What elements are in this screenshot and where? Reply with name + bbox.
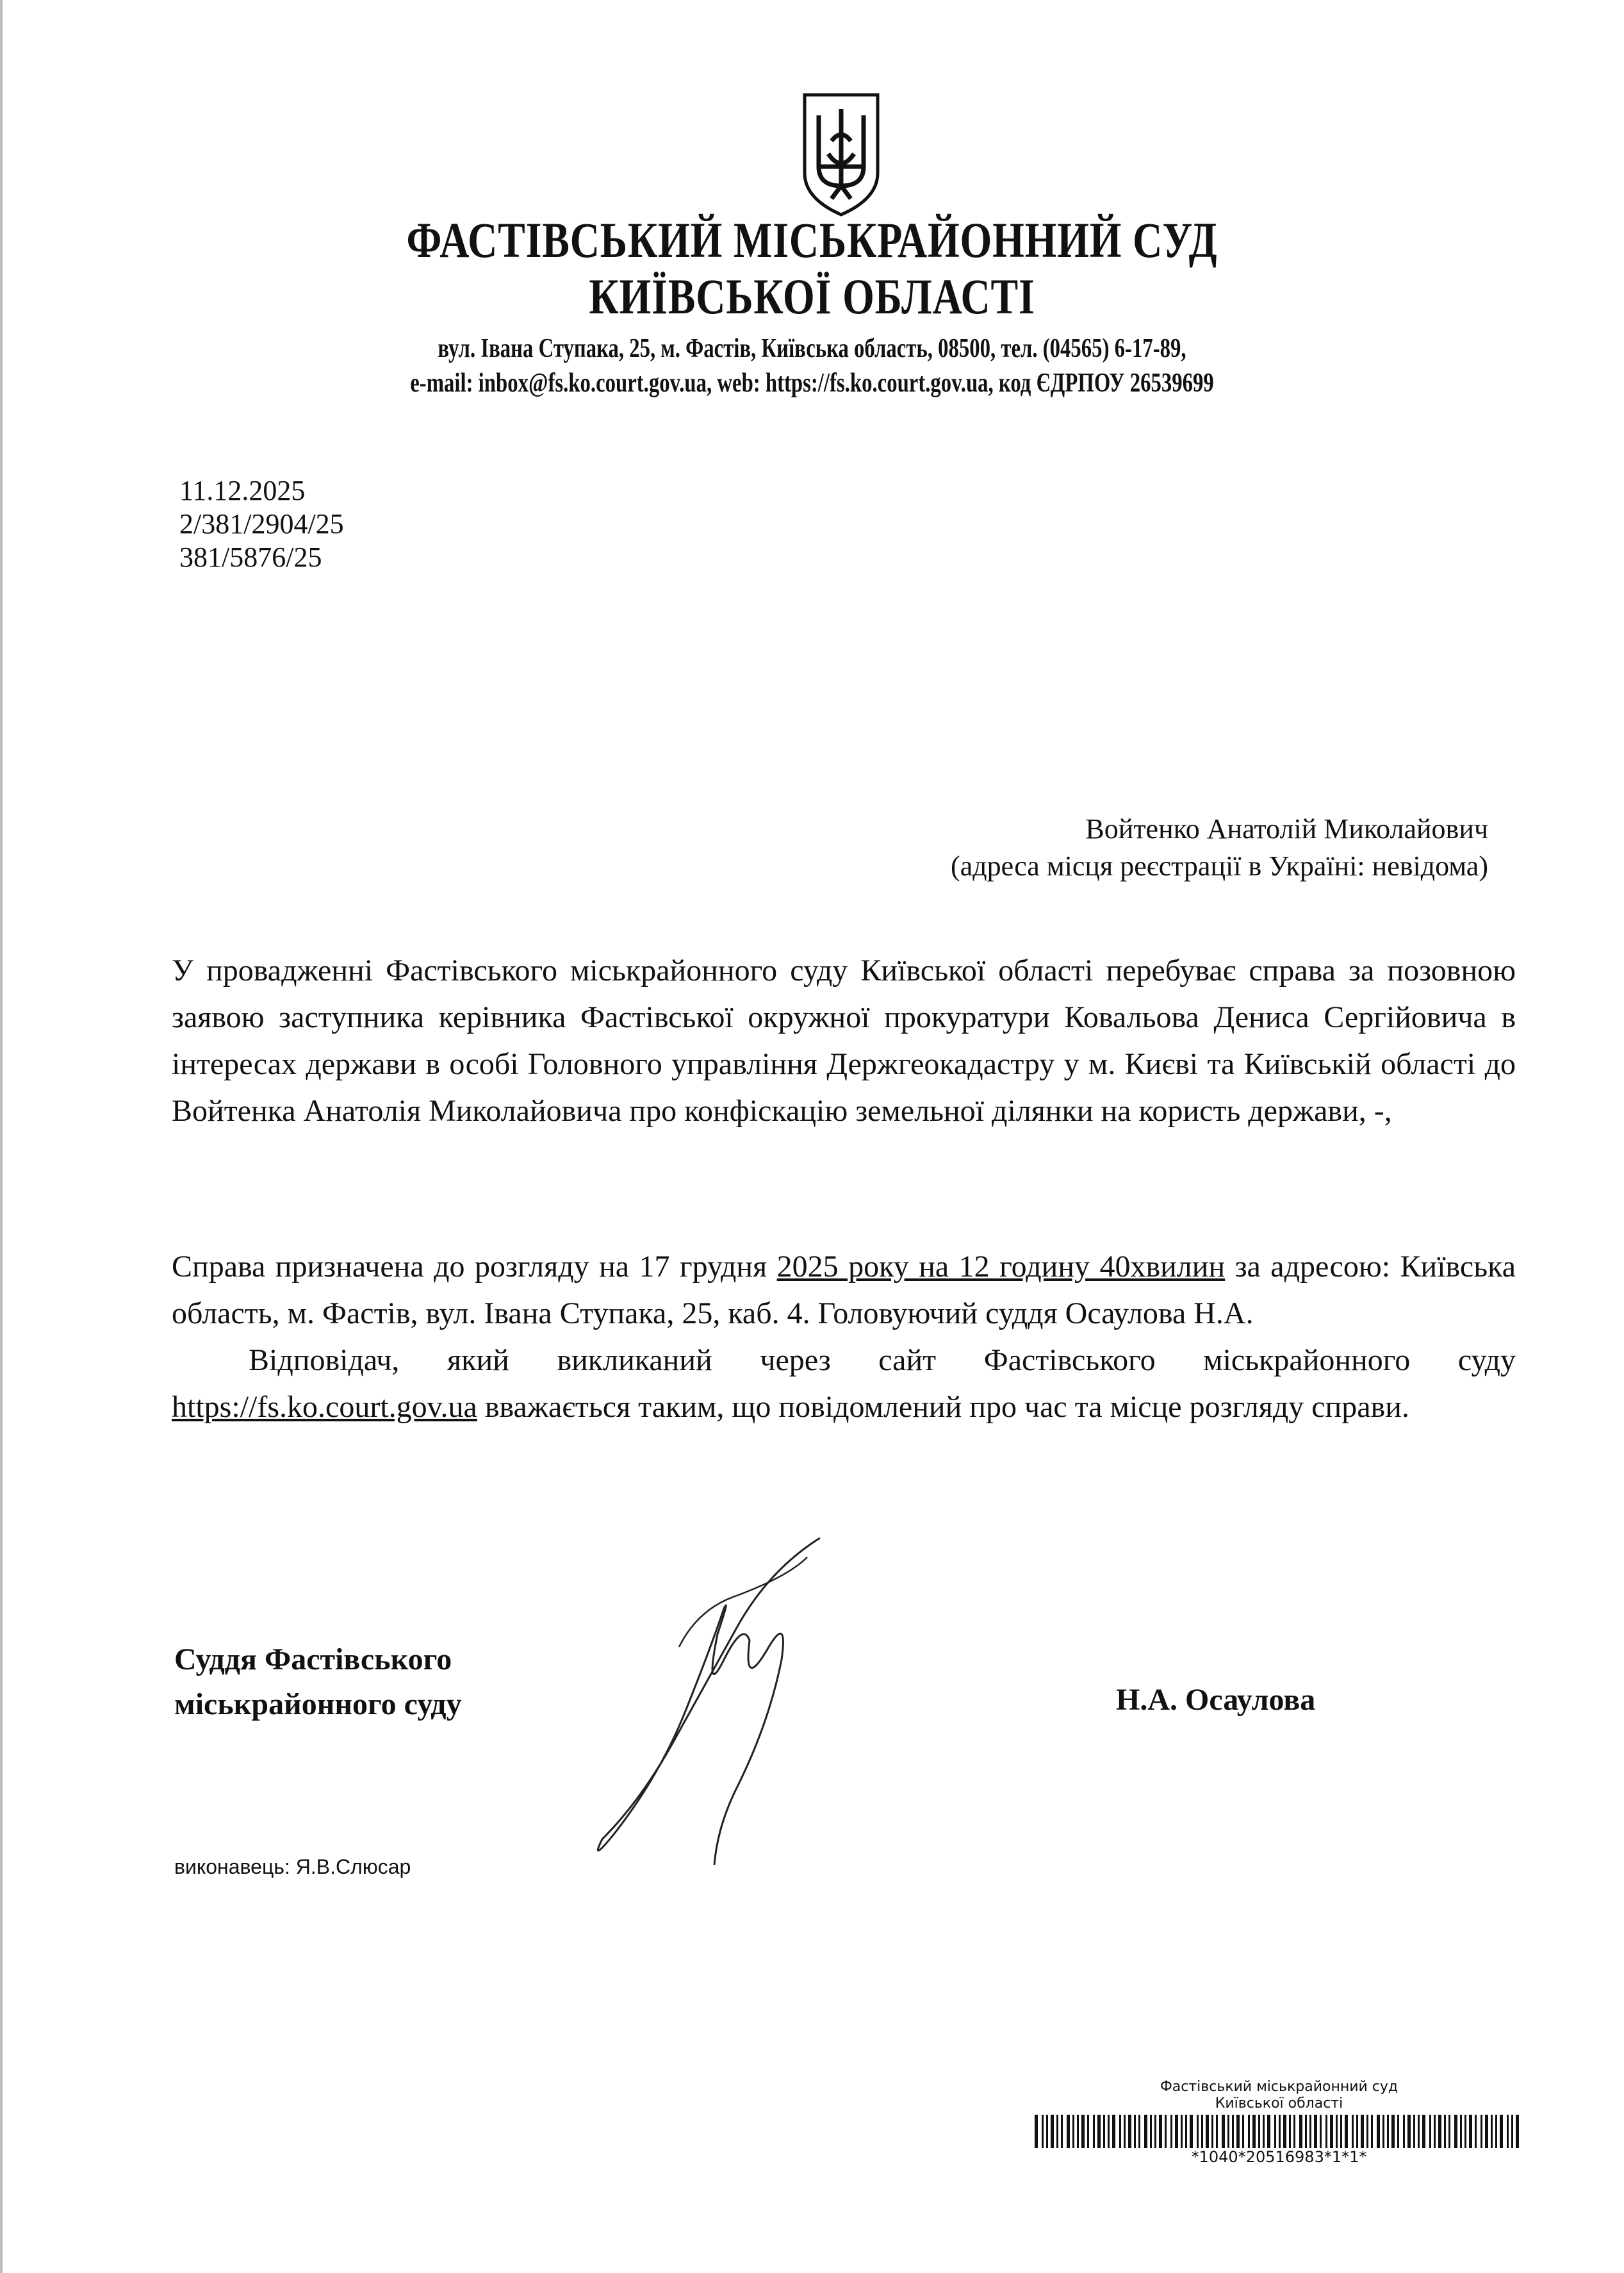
barcode-bar bbox=[1150, 2115, 1152, 2148]
barcode-bar bbox=[1356, 2115, 1358, 2148]
barcode-bar bbox=[1387, 2115, 1389, 2148]
barcode-bar bbox=[1377, 2115, 1380, 2148]
court-title-line1: ФАСТІВСЬКИЙ МІСЬКРАЙОННИЙ СУД bbox=[406, 212, 1218, 268]
barcode-bar bbox=[1201, 2115, 1203, 2148]
barcode-bar bbox=[1165, 2115, 1167, 2148]
barcode-bar bbox=[1093, 2115, 1095, 2148]
barcode-bar bbox=[1175, 2115, 1178, 2148]
barcode-bar bbox=[1252, 2115, 1256, 2148]
barcode-bar bbox=[1154, 2115, 1156, 2148]
body-paragraph-2 bbox=[172, 1243, 1516, 1430]
barcode-bar bbox=[1500, 2115, 1503, 2148]
barcode-bar bbox=[1444, 2115, 1446, 2148]
barcode-bar bbox=[1216, 2115, 1218, 2148]
barcode-bar bbox=[1097, 2115, 1101, 2148]
barcode-bar bbox=[1422, 2115, 1425, 2148]
barcode-bar bbox=[1418, 2115, 1420, 2148]
barcode bbox=[1035, 2115, 1523, 2148]
barcode-bar bbox=[1305, 2115, 1307, 2148]
barcode-bar bbox=[1081, 2115, 1085, 2148]
barcode-bar bbox=[1403, 2115, 1405, 2148]
barcode-bar bbox=[1352, 2115, 1354, 2148]
recipient-address: (адреса місця реєстрації в Україні: невідома) bbox=[951, 850, 1488, 882]
barcode-bar bbox=[1077, 2115, 1079, 2148]
barcode-bar bbox=[1448, 2115, 1450, 2148]
barcode-bar bbox=[1227, 2115, 1229, 2148]
barcode-bar bbox=[1159, 2115, 1162, 2148]
barcode-bar bbox=[1330, 2115, 1333, 2148]
barcode-number: *1040*20516983*1*1* bbox=[1191, 2148, 1367, 2166]
barcode-bar bbox=[1516, 2115, 1519, 2148]
barcode-bar bbox=[1035, 2115, 1038, 2148]
barcode-bar bbox=[1366, 2115, 1368, 2148]
barcode-bar bbox=[1429, 2115, 1431, 2148]
recipient-name: Войтенко Анатолій Миколайович bbox=[1085, 813, 1488, 845]
barcode-bar bbox=[1469, 2115, 1472, 2148]
barcode-bar bbox=[1112, 2115, 1115, 2148]
barcode-bar bbox=[1108, 2115, 1110, 2148]
barcode-bar bbox=[1438, 2115, 1441, 2148]
coat-of-arms-trident-icon bbox=[800, 90, 883, 218]
barcode-bar bbox=[1103, 2115, 1105, 2148]
body-paragraph-1 bbox=[172, 947, 1516, 1134]
barcode-bar bbox=[1320, 2115, 1322, 2148]
outgoing-number: 2/381/2904/25 bbox=[179, 508, 344, 540]
barcode-bar bbox=[1283, 2115, 1286, 2148]
barcode-bar bbox=[1211, 2115, 1213, 2148]
barcode-bar bbox=[1391, 2115, 1395, 2148]
barcode-bar bbox=[1128, 2115, 1131, 2148]
barcode-bar bbox=[1124, 2115, 1126, 2148]
barcode-bar bbox=[1056, 2115, 1058, 2148]
case-description: У провадженні Фастівського міськрайонного суду Київської області перебуває справа за позовною заявою заступника керівника Фастівської окружної прокуратури Ковальова Дениса Сергійовича в інтересах держави в особі Головного управління Держгеокадастру у м. Києві та Київській області до Войтенка Анатолія Миколайовича про конфіскацію земельної ділянки на користь держави, -, bbox=[172, 954, 1516, 1128]
barcode-bar bbox=[1511, 2115, 1513, 2148]
barcode-bar bbox=[1190, 2115, 1193, 2148]
barcode-bar bbox=[1454, 2115, 1457, 2148]
notice-text: Відповідач, який викликаний через сайт Фастівського міськрайонного суду bbox=[249, 1343, 1516, 1377]
barcode-bar bbox=[1242, 2115, 1244, 2148]
notice-text-end: вважається таким, що повідомлений про час та місце розгляду справи. bbox=[477, 1390, 1409, 1424]
barcode-bar bbox=[1491, 2115, 1493, 2148]
barcode-bar bbox=[1407, 2115, 1411, 2148]
barcode-bar bbox=[1274, 2115, 1276, 2148]
judge-position bbox=[174, 1637, 462, 1727]
document-refs bbox=[179, 474, 344, 574]
barcode-bar bbox=[1185, 2115, 1187, 2148]
barcode-bar bbox=[1299, 2115, 1302, 2148]
scan-edge bbox=[0, 0, 3, 2273]
barcode-bar bbox=[1134, 2115, 1136, 2148]
barcode-bar bbox=[1314, 2115, 1317, 2148]
barcode-bar bbox=[1309, 2115, 1311, 2148]
judge-name: Н.А. Осаулова bbox=[1116, 1683, 1316, 1717]
barcode-bar bbox=[1495, 2115, 1497, 2148]
barcode-bar bbox=[1336, 2115, 1338, 2148]
court-contacts: e-mail: inbox@fs.ko.court.gov.ua, web: https://fs.ko.court.gov.ua, код ЄДРПОУ 26539699 bbox=[410, 368, 1214, 398]
barcode-bar bbox=[1397, 2115, 1399, 2148]
barcode-bar bbox=[1480, 2115, 1482, 2148]
barcode-bar bbox=[1289, 2115, 1291, 2148]
document-date: 11.12.2025 bbox=[179, 475, 306, 506]
court-website-link[interactable]: https://fs.ko.court.gov.ua bbox=[172, 1390, 477, 1424]
judge-position-line2: міськрайонного суду bbox=[174, 1687, 462, 1721]
barcode-bar bbox=[1464, 2115, 1466, 2148]
court-title-line2: КИЇВСЬКОЇ ОБЛАСТІ bbox=[589, 269, 1035, 324]
barcode-bar bbox=[1206, 2115, 1209, 2148]
stamp-line1: Фастівський міськрайонний суд bbox=[1160, 2079, 1398, 2095]
barcode-bar bbox=[1413, 2115, 1415, 2148]
barcode-bar bbox=[1293, 2115, 1295, 2148]
barcode-bar bbox=[1197, 2115, 1199, 2148]
barcode-bar bbox=[1475, 2115, 1477, 2148]
recipient-block bbox=[951, 811, 1488, 885]
barcode-bar bbox=[1371, 2115, 1373, 2148]
barcode-bar bbox=[1325, 2115, 1327, 2148]
barcode-bar bbox=[1236, 2115, 1240, 2148]
handwritten-signature bbox=[577, 1532, 865, 1878]
barcode-bar bbox=[1382, 2115, 1384, 2148]
barcode-bar bbox=[1485, 2115, 1488, 2148]
barcode-bar bbox=[1138, 2115, 1140, 2148]
barcode-bar bbox=[1042, 2115, 1044, 2148]
barcode-bar bbox=[1345, 2115, 1348, 2148]
barcode-bar bbox=[1061, 2115, 1063, 2148]
barcode-bar bbox=[1119, 2115, 1121, 2148]
case-number: 381/5876/25 bbox=[179, 541, 322, 573]
hearing-datetime: 2025 року на 12 годину 40хвилин bbox=[776, 1250, 1226, 1284]
hearing-text: Справа призначена до розгляду на 17 грудня bbox=[172, 1250, 777, 1284]
barcode-bar bbox=[1144, 2115, 1147, 2148]
hearing-address: за адресою: Київська область, м. Фастів, вул. Івана Ступака, 25, каб. 4. Головуючий суддя Осаулова Н.А. bbox=[172, 1250, 1516, 1330]
barcode-bar bbox=[1067, 2115, 1070, 2148]
barcode-bar bbox=[1263, 2115, 1265, 2148]
barcode-bar bbox=[1072, 2115, 1074, 2148]
barcode-bar bbox=[1460, 2115, 1462, 2148]
barcode-bar bbox=[1434, 2115, 1436, 2148]
barcode-bar bbox=[1170, 2115, 1172, 2148]
barcode-bar bbox=[1051, 2115, 1054, 2148]
court-address: вул. Івана Ступака, 25, м. Фастів, Київська область, 08500, тел. (04565) 6-17-89, bbox=[438, 334, 1186, 363]
barcode-bar bbox=[1258, 2115, 1260, 2148]
barcode-bar bbox=[1267, 2115, 1270, 2148]
barcode-bar bbox=[1340, 2115, 1342, 2148]
stamp-line2: Київської області bbox=[1215, 2095, 1343, 2112]
barcode-bar bbox=[1507, 2115, 1509, 2148]
barcode-bar bbox=[1181, 2115, 1183, 2148]
barcode-bar bbox=[1046, 2115, 1048, 2148]
barcode-bar bbox=[1232, 2115, 1234, 2148]
barcode-bar bbox=[1222, 2115, 1225, 2148]
judge-position-line1: Суддя Фастівського bbox=[174, 1642, 452, 1676]
barcode-bar bbox=[1279, 2115, 1281, 2148]
barcode-bar bbox=[1361, 2115, 1364, 2148]
barcode-bar bbox=[1248, 2115, 1250, 2148]
barcode-bar bbox=[1087, 2115, 1089, 2148]
executor: виконавець: Я.В.Слюсар bbox=[174, 1855, 411, 1878]
